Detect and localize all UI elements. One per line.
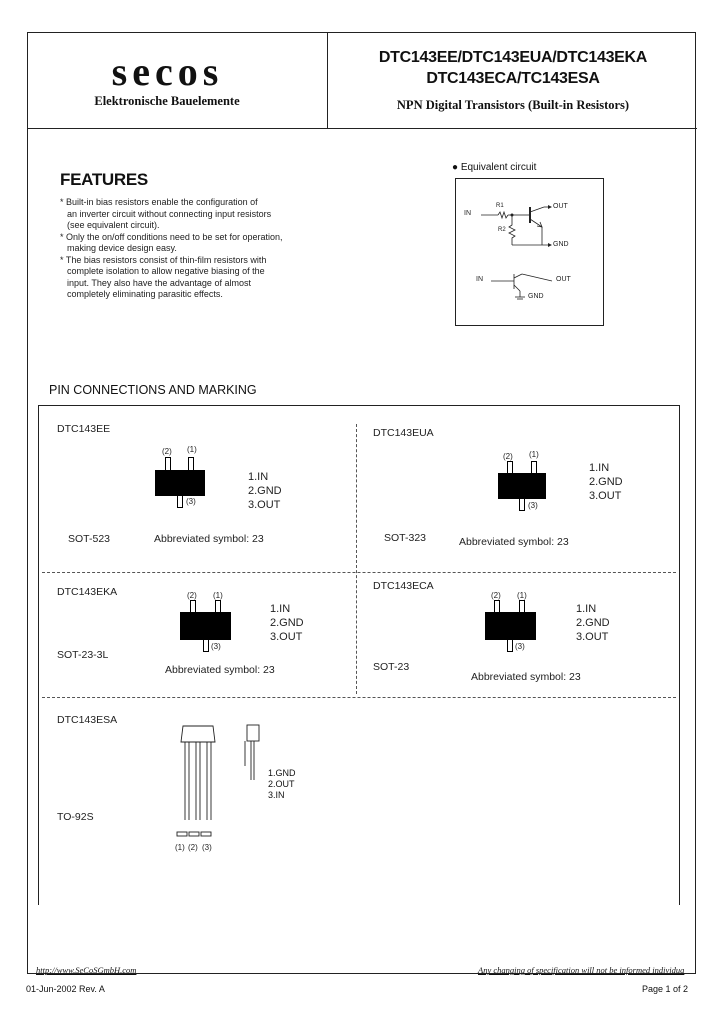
pin-number: (1)	[213, 591, 223, 600]
footer-date: 01-Jun-2002 Rev. A	[26, 984, 105, 994]
footer-notice: Any changing of specification will not be informed individua	[478, 965, 685, 975]
pin-label: 3.OUT	[248, 499, 281, 511]
pin-list	[248, 470, 282, 512]
package-name: SOT-23-3L	[57, 649, 109, 661]
device-name: DTC143ESA	[57, 714, 118, 726]
pin-label: 3.IN	[268, 790, 285, 800]
footer-page: Page 1 of 2	[642, 984, 689, 994]
device-name: DTC143EUA	[373, 427, 434, 439]
lead	[165, 457, 171, 471]
pin-label: 3.OUT	[576, 631, 609, 643]
pin-number: (2)	[503, 452, 513, 461]
equivalent-circuit-label: Equivalent circuit	[460, 162, 537, 173]
to92s-pin-list	[268, 768, 296, 801]
pin-number: (1)	[517, 591, 527, 600]
header-divider	[327, 32, 328, 128]
circuit-diagram	[456, 179, 605, 327]
pin-number: (2)	[162, 447, 172, 456]
device-name: DTC143EKA	[57, 586, 118, 598]
pin-number: (3)	[186, 497, 196, 506]
pin-label: 2.GND	[589, 476, 623, 488]
pin-label: 2.GND	[248, 485, 282, 497]
package-body	[498, 473, 546, 499]
header-rule	[27, 128, 697, 129]
circuit-in2-label: IN	[476, 276, 483, 283]
pin-number: (2)	[188, 843, 198, 852]
pin-label: 3.OUT	[589, 490, 622, 502]
package-name: SOT-23	[373, 661, 410, 673]
grid-divider	[42, 572, 676, 573]
feature-1-line: * Built-in bias resistors enable the configuration of	[60, 197, 258, 207]
pin-number: (3)	[202, 843, 212, 852]
title-line-2: DTC143ECA/TC143ESA	[426, 70, 600, 87]
package-body	[485, 612, 536, 640]
pin-label: 1.IN	[270, 603, 291, 615]
circuit-gnd2-label: GND	[528, 293, 544, 300]
abbreviated-symbol: Abbreviated symbol: 23	[165, 664, 275, 676]
footer-url[interactable]: http://www.SeCoSGmbH.com	[36, 965, 137, 975]
circuit-out2-label: OUT	[556, 276, 571, 283]
equivalent-circuit-box	[455, 178, 604, 326]
pin-number: (1)	[175, 843, 185, 852]
pin-list	[576, 602, 610, 644]
circuit-in-label: IN	[464, 210, 471, 217]
device-name: DTC143EE	[57, 423, 111, 435]
feature-3-line: complete isolation to allow negative biasing of the	[67, 266, 265, 276]
pin-label: 2.GND	[576, 617, 610, 629]
equivalent-circuit-heading	[452, 162, 536, 173]
grid-divider	[42, 697, 676, 698]
pin-label: 2.GND	[270, 617, 304, 629]
pin-label: 1.IN	[589, 462, 610, 474]
feature-1-line: (see equivalent circuit).	[67, 220, 160, 230]
pin-label: 3.OUT	[270, 631, 303, 643]
to92s-package-drawing	[165, 720, 275, 860]
circuit-r2-label: R2	[498, 227, 506, 233]
device-name: DTC143ECA	[373, 580, 434, 592]
package-name: TO-92S	[57, 811, 94, 823]
company-logo: secos	[111, 49, 224, 94]
package-body	[180, 612, 231, 640]
pin-number: (3)	[528, 501, 538, 510]
grid-divider	[356, 424, 357, 694]
bullet-icon: ●	[452, 162, 459, 173]
pin-number: (3)	[515, 642, 525, 651]
lead	[203, 639, 209, 652]
pin-number: (2)	[187, 591, 197, 600]
subtitle: NPN Digital Transistors (Built-in Resistors)	[396, 98, 630, 112]
feature-3-line: input. They also have the advantage of almost	[67, 277, 251, 288]
abbreviated-symbol: Abbreviated symbol: 23	[154, 533, 264, 545]
pin-connections-heading: PIN CONNECTIONS AND MARKING	[49, 383, 257, 397]
pin-list	[270, 602, 304, 644]
features-heading: FEATURES	[60, 170, 148, 189]
pin-label: 2.OUT	[268, 779, 295, 789]
pin-number: (1)	[529, 450, 539, 459]
abbreviated-symbol: Abbreviated symbol: 23	[459, 536, 569, 548]
pin-number: (2)	[491, 591, 501, 600]
pin-number: (3)	[211, 642, 221, 651]
package-body	[155, 470, 205, 496]
pin-label: 1.GND	[268, 768, 296, 778]
features-list	[60, 197, 330, 301]
pin-label: 1.IN	[248, 471, 269, 483]
pin-connections-box	[38, 405, 680, 905]
abbreviated-symbol: Abbreviated symbol: 23	[471, 671, 581, 683]
feature-1-line: an inverter circuit without connecting input resistors	[67, 208, 272, 219]
lead	[188, 457, 194, 471]
circuit-out-label: OUT	[553, 203, 568, 210]
feature-3-line: * The bias resistors consist of thin-film resistors with	[60, 254, 267, 265]
pin-list	[589, 461, 623, 503]
package-name: SOT-523	[68, 533, 111, 545]
circuit-gnd-label: GND	[553, 241, 569, 248]
title-line-1: DTC143EE/DTC143EUA/DTC143EKA	[378, 49, 648, 66]
lead	[519, 498, 525, 511]
feature-3-line: completely eliminating parasitic effects.	[67, 289, 223, 299]
package-name: SOT-323	[384, 532, 427, 544]
pin-number: (1)	[187, 445, 197, 454]
pin-label: 1.IN	[576, 603, 597, 615]
lead	[507, 639, 513, 652]
company-name: Elektronische Bauelemente	[94, 94, 240, 108]
feature-2-line: * Only the on/off conditions need to be set for operation,	[60, 231, 283, 242]
lead	[177, 495, 183, 508]
circuit-r1-label: R1	[496, 203, 504, 209]
feature-2-line: making device design easy.	[67, 243, 177, 253]
